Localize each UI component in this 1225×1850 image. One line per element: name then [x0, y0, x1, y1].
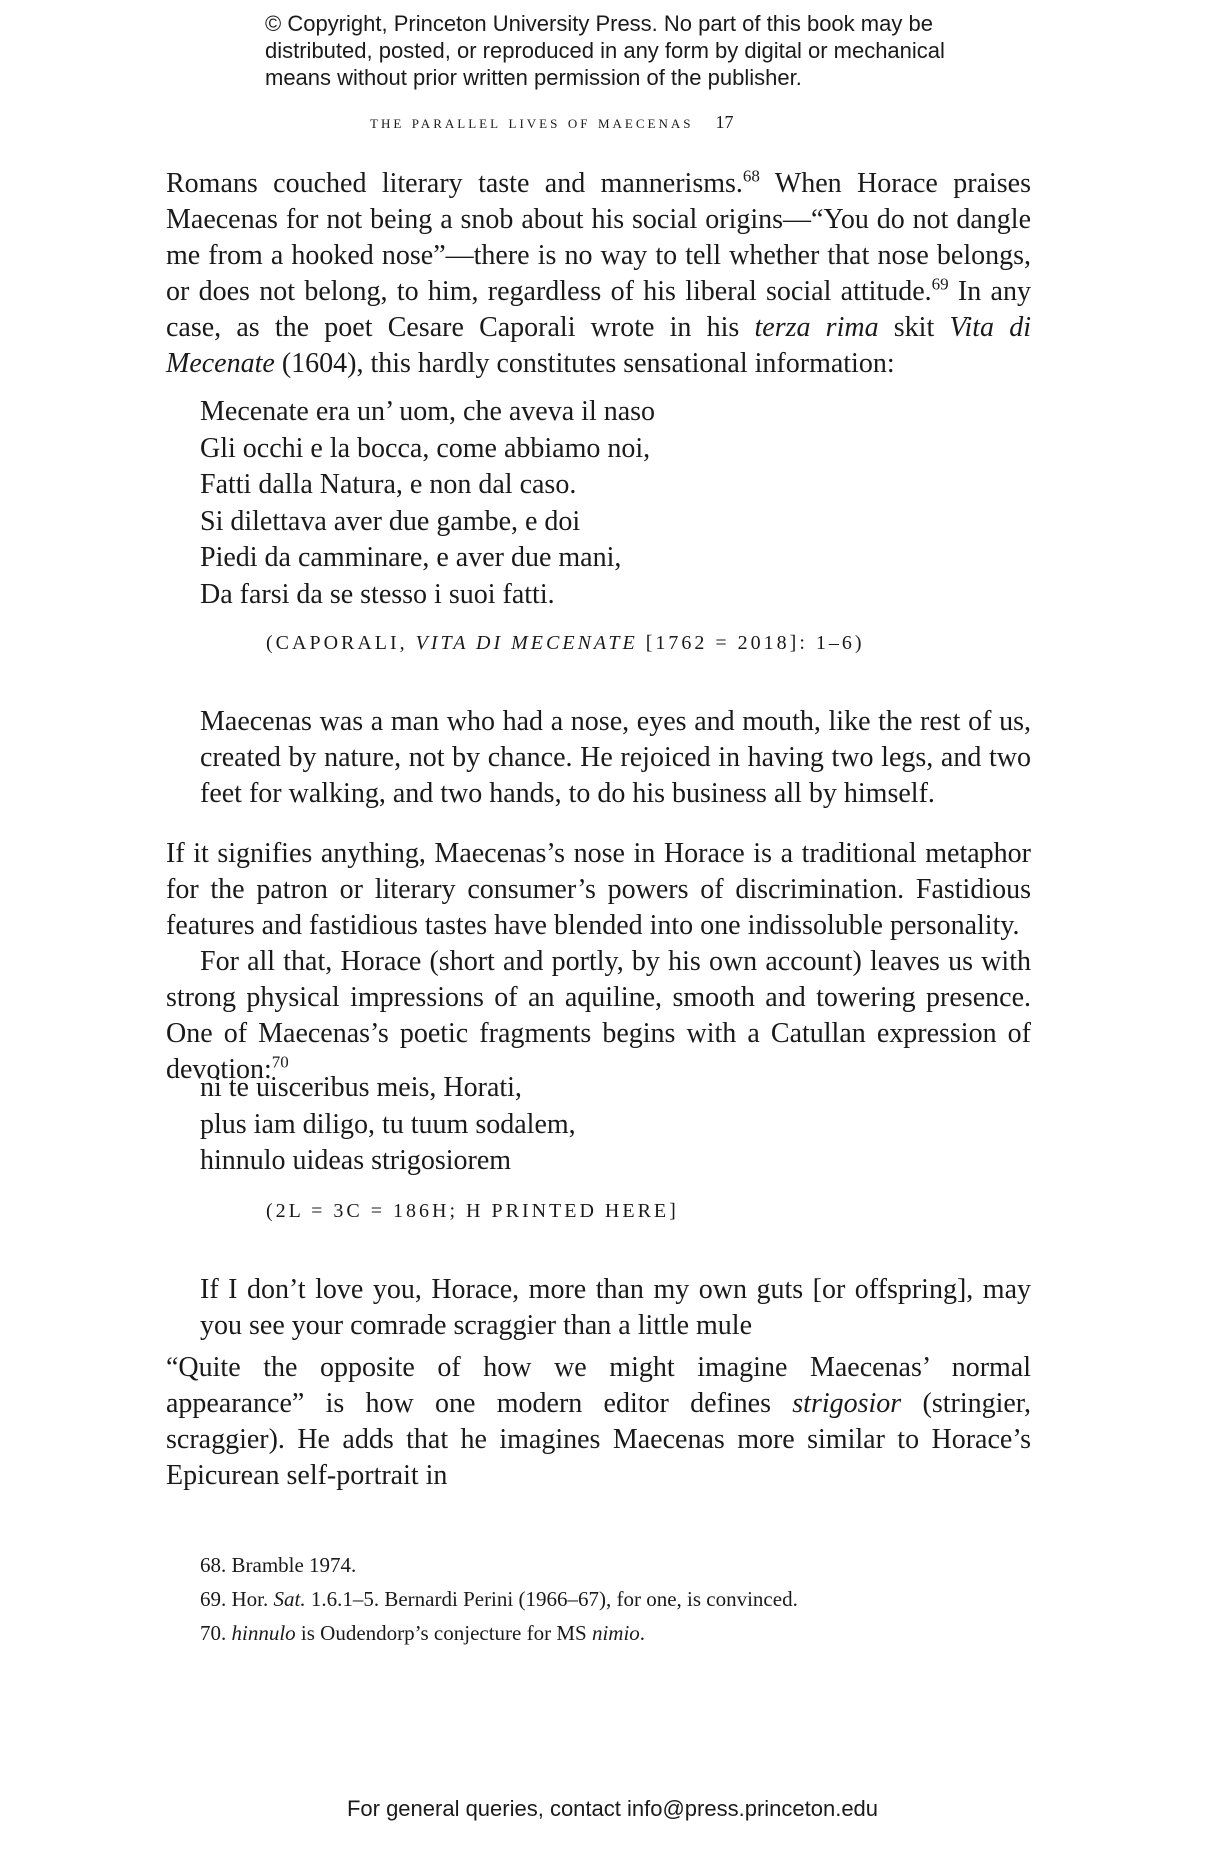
text-run: skit — [878, 312, 950, 343]
copyright-notice — [265, 10, 1025, 91]
verse-line: Fatti dalla Natura, e non dal caso. — [200, 469, 577, 500]
text-run: [1762 = 2018]: 1–6) — [637, 632, 865, 654]
text-run: 1.6.1–5. Bernardi Perini (1966–67), for one, is convinced. — [305, 1587, 798, 1611]
text-run: 70. — [200, 1621, 232, 1645]
footer-contact: For general queries, contact info@press.princeton.edu — [346, 1796, 879, 1821]
verse-line: Da farsi da se stesso i suoi fatti. — [200, 578, 555, 610]
verse-line: ni te uisceribus meis, Horati, — [200, 1072, 522, 1103]
copyright-line: © Copyright, Princeton University Press. No part of this book may be — [265, 11, 933, 36]
text-run: is Oudendorp’s conjecture for MS — [295, 1621, 592, 1645]
footnote-69 — [200, 1582, 798, 1616]
verse-line: hinnulo uideas strigosiorem — [200, 1145, 512, 1176]
translation-2: If I don’t love you, Horace, more than my own guts [or offspring], may you see your comrade scraggier than a little mule — [200, 1274, 1031, 1341]
footnotes — [200, 1548, 798, 1650]
running-head — [370, 112, 733, 133]
paragraph-4 — [166, 1350, 1031, 1494]
footnote-ref-70[interactable]: 70 — [271, 1052, 289, 1072]
verse-line: Mecenate era un’ uom, che aveva il naso — [200, 396, 656, 427]
italic-title: Vita di Mecenate — [166, 312, 1031, 379]
paragraph-1 — [166, 166, 1031, 382]
text-run: . — [639, 1621, 646, 1645]
running-head-title: the parallel lives of maecenas — [370, 112, 694, 132]
text-run: 69. Hor. — [200, 1587, 274, 1611]
page-number: 17 — [715, 112, 734, 132]
italic-title: VITA DI MECENATE — [415, 632, 638, 654]
text-run: (1604), this hardly constitutes sensational information: — [274, 348, 895, 379]
citation-caporali — [266, 632, 865, 655]
text-run: In any case, as the poet Cesare Caporali wrote in his — [166, 276, 1031, 343]
italic-term: terza rima — [754, 312, 879, 343]
italic-term: strigosior — [792, 1388, 902, 1419]
translation-1: Maecenas was a man who had a nose, eyes and mouth, like the rest of us, created by nature, not by chance. He rejoiced in having two legs, and two feet for walking, and two hands, to do his business all by himself. — [200, 706, 1031, 809]
italic-term: nimio — [591, 1621, 640, 1645]
verse-line: plus iam diligo, tu tuum sodalem, — [200, 1108, 576, 1140]
italic-term: hinnulo — [231, 1621, 296, 1645]
text-run: “Quite the opposite of how we might imagine Maecenas’ normal appearance” is how one modern editor defines — [166, 1352, 1031, 1419]
copyright-line: distributed, posted, or reproduced in any form by digital or mechanical — [265, 38, 945, 63]
verse-line: Piedi da camminare, e aver due mani, — [200, 542, 622, 573]
paragraph-3 — [166, 944, 1031, 1088]
text-run: (stringier, scraggier). He adds that he imagines Maecenas more similar to Horace’s Epicurean self-portrait in — [166, 1388, 1032, 1491]
text-run: When Horace praises Maecenas for not being a snob about his social origins—“You do not dangle me from a hooked nose”—there is no way to tell whether that nose belongs, or does not belong, to him, regardless of his liberal social attitude. — [166, 168, 1032, 307]
copyright-line: means without prior written permission of the publisher. — [265, 65, 802, 90]
verse-line: Si dilettava aver due gambe, e doi — [200, 505, 581, 537]
italic-abbrev: Sat. — [273, 1587, 306, 1611]
text-run: For all that, Horace (short and portly, by his own account) leaves us with strong physical impressions of an aquiline, smooth and towering presence. One of Maecenas’s poetic fragments begins with a Catullan expression of devotion: — [166, 946, 1031, 1085]
citation-fragment: (2L = 3C = 186H; H PRINTED HERE] — [266, 1200, 679, 1222]
verse-quotation-italian — [200, 394, 655, 613]
text-run: (CAPORALI, — [266, 632, 416, 654]
verse-line: Gli occhi e la bocca, come abbiamo noi, — [200, 432, 651, 464]
verse-quotation-latin — [200, 1070, 576, 1180]
footnote-ref-68[interactable]: 68 — [742, 166, 760, 186]
footnote-ref-69[interactable]: 69 — [931, 274, 949, 294]
paragraph-2: If it signifies anything, Maecenas’s nose in Horace is a traditional metaphor for the patron or literary consumer’s powers of discrimination. Fastidious features and fastidious tastes have blended into one indissoluble personality. — [166, 838, 1031, 941]
footnote-70 — [200, 1616, 798, 1650]
footnote-68: 68. Bramble 1974. — [200, 1553, 357, 1577]
text-run: Romans couched literary taste and mannerisms. — [166, 168, 743, 199]
